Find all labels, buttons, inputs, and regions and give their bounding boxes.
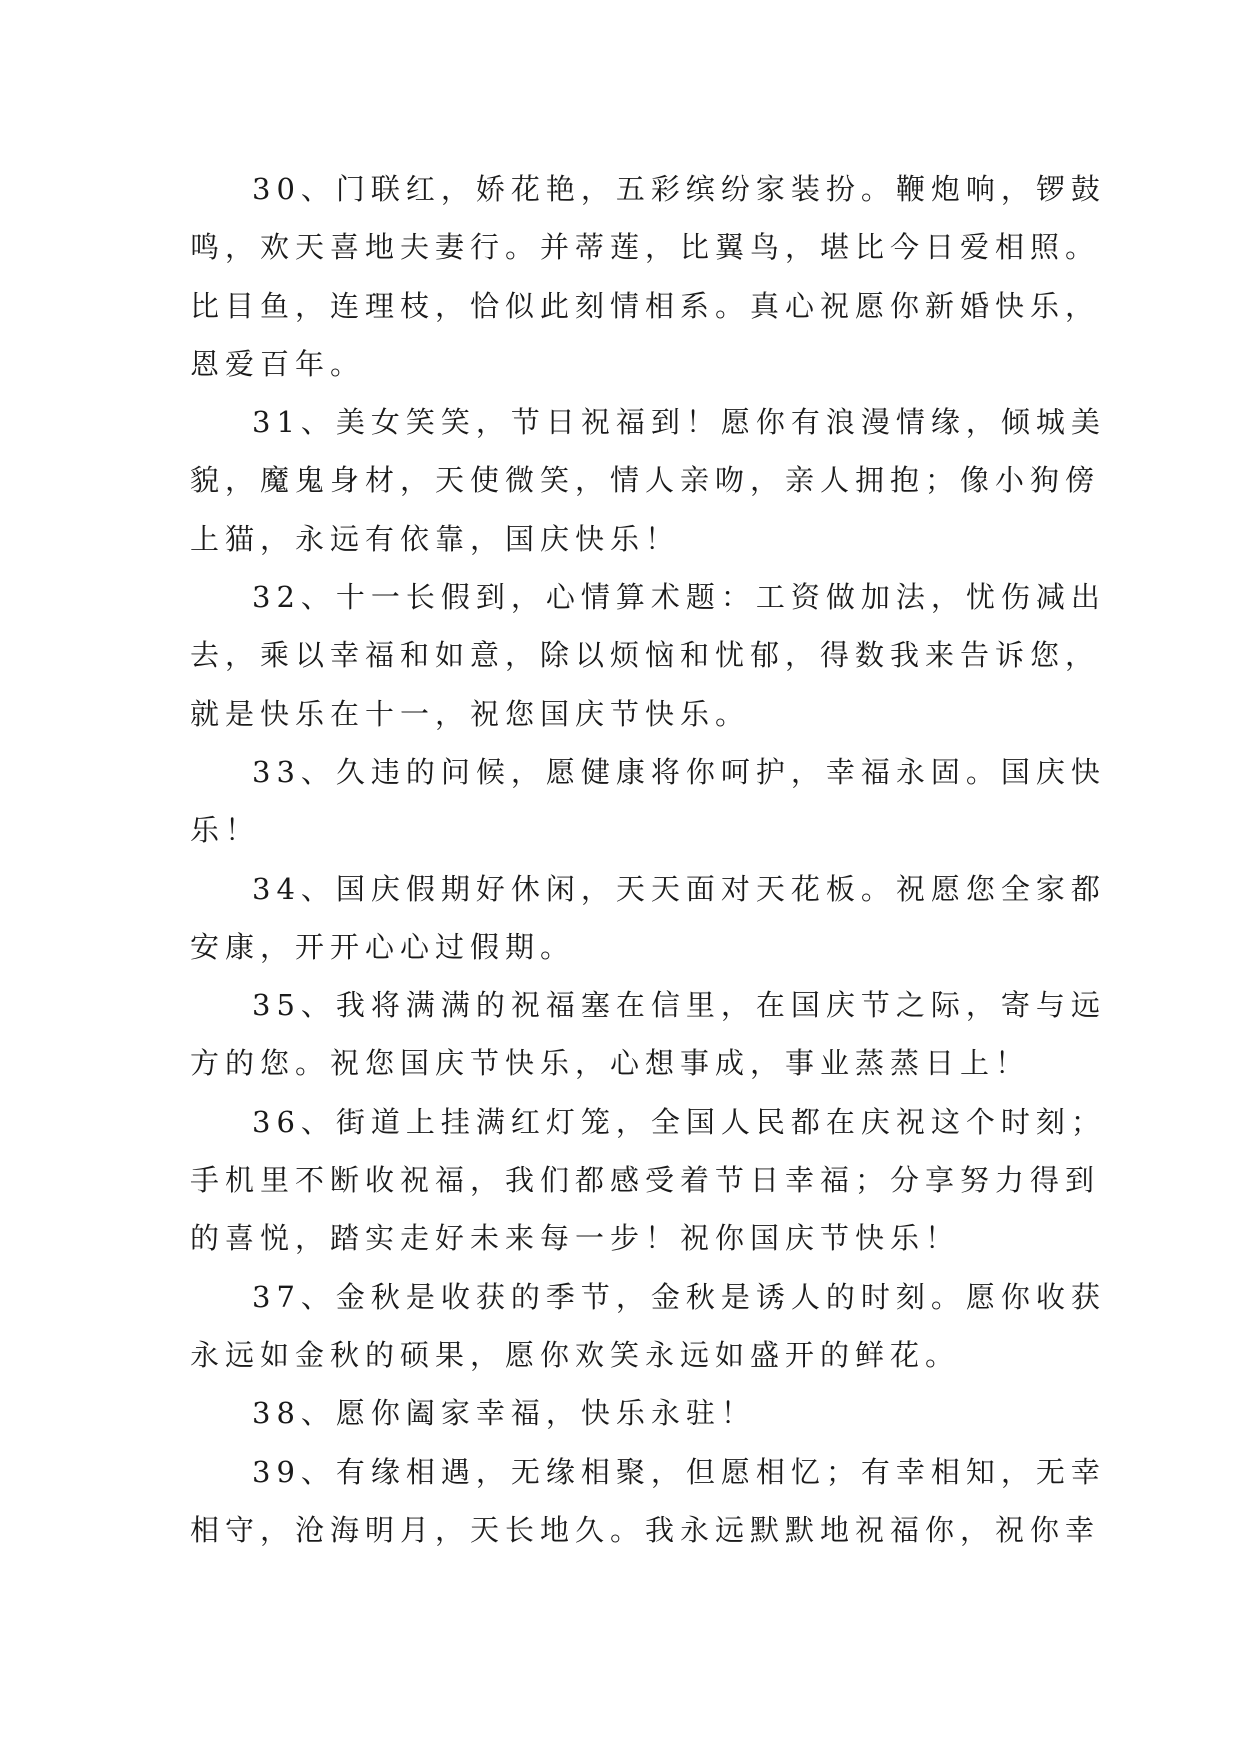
paragraph-line: 31、美女笑笑，节日祝福到！愿你有浪漫情缘，倾城美 [252,405,1106,440]
document-body [190,160,1106,1559]
paragraph-line: 比目鱼，连理枝，恰似此刻情相系。真心祝愿你新婚快乐， [190,288,1101,323]
paragraph [190,976,1106,1093]
paragraph [190,1384,1060,1442]
paragraph-line: 鸣，欢天喜地夫妻行。并蒂莲，比翼鸟，堪比今日爱相照。 [190,230,1101,265]
paragraph-line: 37、金秋是收获的季节，金秋是诱人的时刻。愿你收获 [252,1279,1106,1314]
paragraph-line: 方的您。祝您国庆节快乐，心想事成，事业蒸蒸日上！ [190,1046,1031,1081]
paragraph-line: 39、有缘相遇，无缘相聚，但愿相忆；有幸相知，无幸 [252,1454,1106,1489]
paragraph [190,1268,1106,1385]
paragraph [190,160,1106,393]
paragraph-line: 就是快乐在十一，祝您国庆节快乐。 [190,696,751,731]
paragraph [190,1443,1106,1560]
paragraph-line: 32、十一长假到，心情算术题：工资做加法，忧伤减出 [252,580,1106,615]
paragraph-line: 手机里不断收祝福，我们都感受着节日幸福；分享努力得到 [190,1163,1101,1198]
paragraph-line: 30、门联红，娇花艳，五彩缤纷家装扮。鞭炮响，锣鼓 [252,172,1106,206]
paragraph-line: 36、街道上挂满红灯笼，全国人民都在庆祝这个时刻； [252,1104,1106,1139]
paragraph-line: 38、愿你阖家幸福，快乐永驻！ [252,1396,756,1431]
paragraph [190,743,1106,860]
paragraph [190,393,1106,568]
paragraph-line: 上猫，永远有依靠，国庆快乐！ [190,521,681,556]
paragraph-line: 34、国庆假期好休闲，天天面对天花板。祝愿您全家都 [252,871,1106,906]
paragraph-line: 乐！ [190,813,261,848]
paragraph-line: 相守，沧海明月，天长地久。我永远默默地祝福你，祝你幸 [190,1512,1101,1547]
paragraph [190,860,1106,977]
paragraph-line: 35、我将满满的祝福塞在信里，在国庆节之际，寄与远 [252,988,1106,1023]
paragraph-line: 安康，开开心心过假期。 [190,929,576,964]
paragraph-line: 貌，魔鬼身材，天使微笑，情人亲吻，亲人拥抱；像小狗傍 [190,463,1101,498]
paragraph-line: 永远如金秋的硕果，愿你欢笑永远如盛开的鲜花。 [190,1337,961,1372]
paragraph-line: 去，乘以幸福和如意，除以烦恼和忧郁，得数我来告诉您， [190,638,1101,673]
paragraph-line: 恩爱百年。 [190,346,366,381]
paragraph-line: 33、久违的问候，愿健康将你呵护，幸福永固。国庆快 [252,754,1106,789]
paragraph [190,568,1106,743]
paragraph [190,1093,1106,1268]
paragraph-line: 的喜悦，踏实走好未来每一步！祝你国庆节快乐！ [190,1221,961,1256]
